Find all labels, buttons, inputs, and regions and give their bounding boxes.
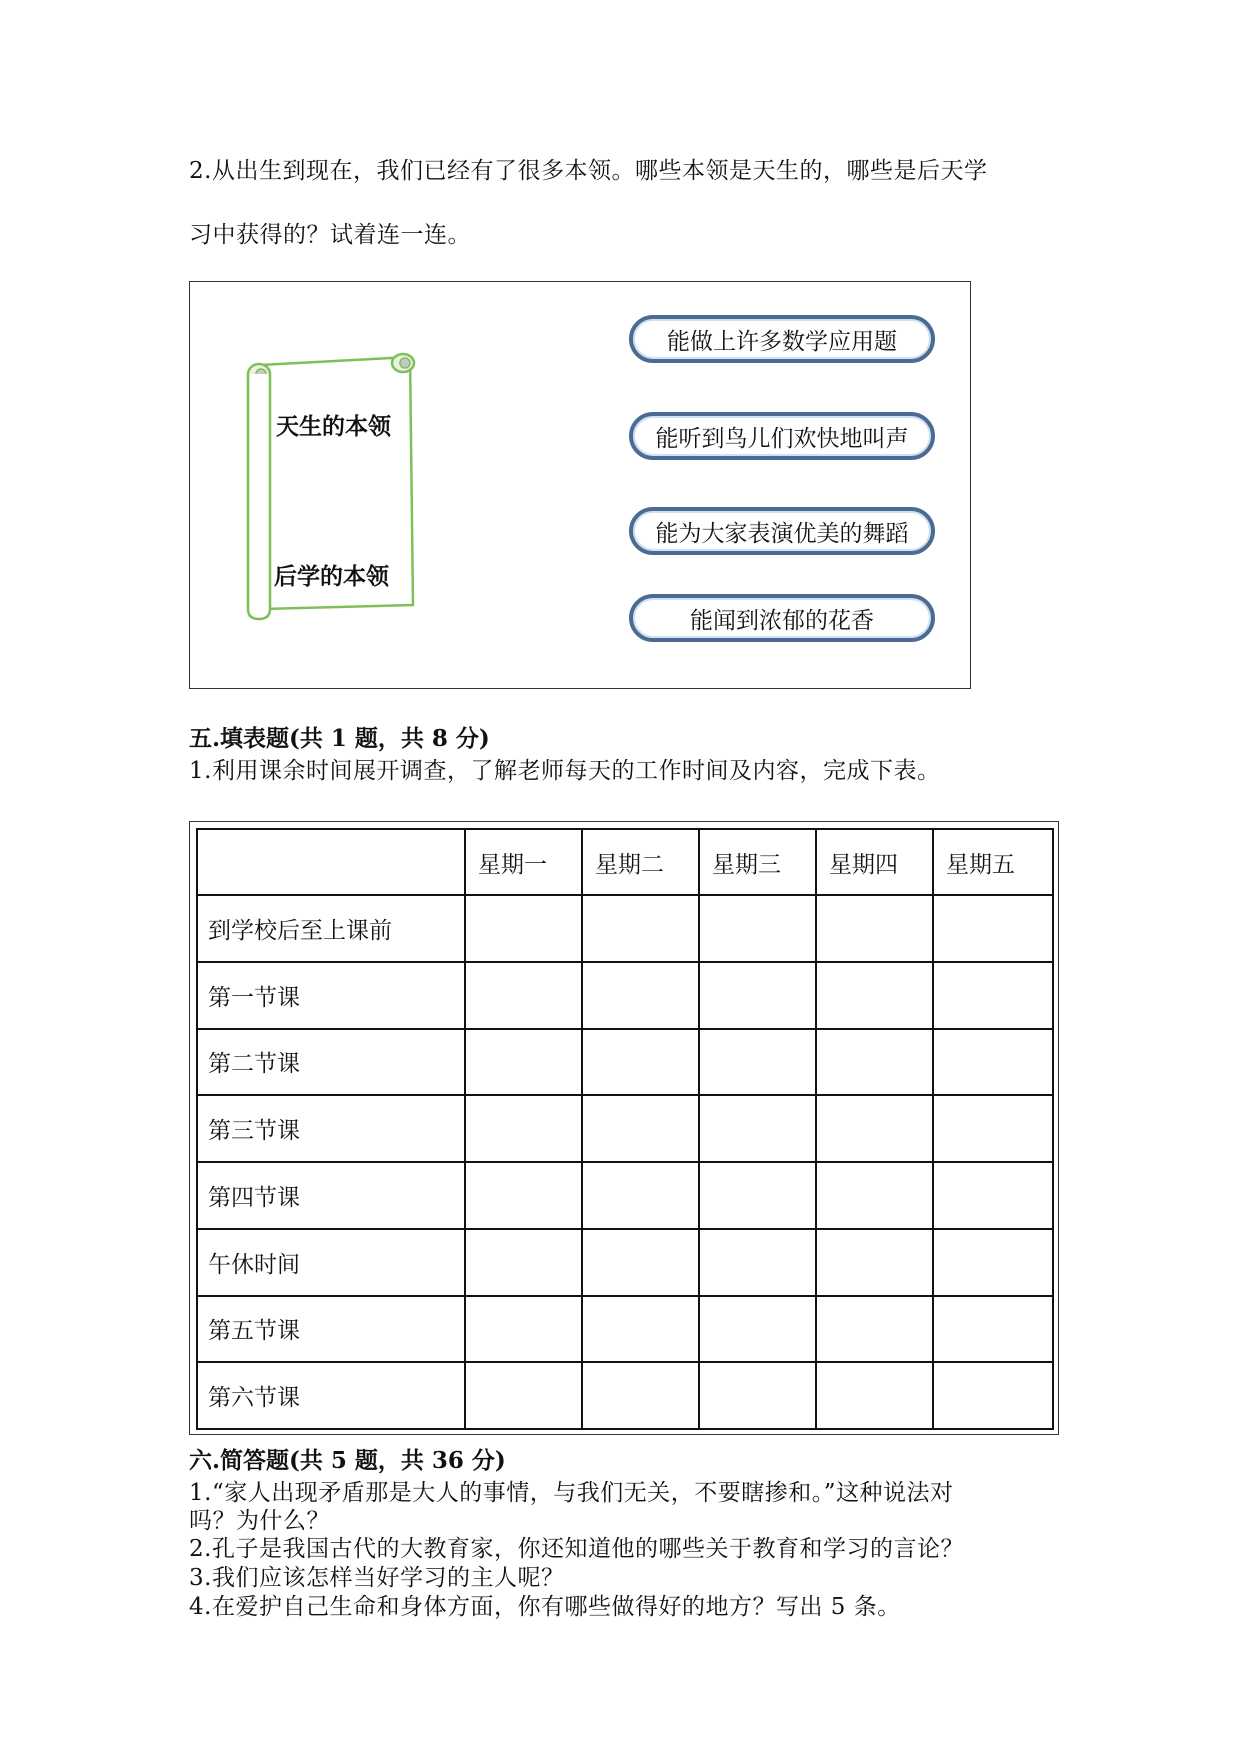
matching-figure <box>189 281 971 689</box>
table-cell-input[interactable] <box>582 1095 699 1162</box>
table-cell-input[interactable] <box>699 1362 816 1429</box>
table-row <box>197 1162 1053 1229</box>
table-cell-input[interactable] <box>699 1162 816 1229</box>
table-cell-input[interactable] <box>465 1362 582 1429</box>
question-2-line-1: 2.从出生到现在，我们已经有了很多本领。哪些本领是天生的，哪些是后天学 <box>189 158 988 184</box>
header-wednesday: 星期三 <box>699 829 816 895</box>
row-label: 第六节课 <box>197 1362 465 1429</box>
section-6-question-1-line-2: 吗？为什么？ <box>189 1508 330 1534</box>
header-monday: 星期一 <box>465 829 582 895</box>
table-row <box>197 1229 1053 1296</box>
table-cell-input[interactable] <box>816 962 933 1029</box>
table-cell-input[interactable] <box>816 1229 933 1296</box>
table-cell-input[interactable] <box>816 895 933 962</box>
table-cell-input[interactable] <box>699 1229 816 1296</box>
table-cell-input[interactable] <box>582 1029 699 1096</box>
table-row <box>197 895 1053 962</box>
table-row <box>197 1362 1053 1429</box>
table-cell-input[interactable] <box>465 1095 582 1162</box>
header-thursday: 星期四 <box>816 829 933 895</box>
option-hear-birds[interactable]: 能听到鸟儿们欢快地叫声 <box>629 412 935 460</box>
option-perform-dance[interactable]: 能为大家表演优美的舞蹈 <box>629 507 935 555</box>
table-cell-input[interactable] <box>816 1362 933 1429</box>
table-cell-input[interactable] <box>933 962 1053 1029</box>
row-label: 第二节课 <box>197 1029 465 1096</box>
table-cell-input[interactable] <box>933 1229 1053 1296</box>
option-math-problems[interactable]: 能做上许多数学应用题 <box>629 315 935 363</box>
section-6-question-4: 4.在爱护自己生命和身体方面，你有哪些做得好的地方？写出 5 条。 <box>189 1594 901 1620</box>
table-cell-input[interactable] <box>465 1029 582 1096</box>
table-cell-input[interactable] <box>582 1362 699 1429</box>
table-cell-input[interactable] <box>465 1162 582 1229</box>
section-6-question-3: 3.我们应该怎样当好学习的主人呢？ <box>189 1565 565 1591</box>
table-cell-input[interactable] <box>933 1162 1053 1229</box>
table-cell-input[interactable] <box>699 1095 816 1162</box>
section-6-title: 六.简答题(共 5 题，共 36 分) <box>189 1447 506 1474</box>
row-label: 第三节课 <box>197 1095 465 1162</box>
table-cell-input[interactable] <box>582 1162 699 1229</box>
row-label: 到学校后至上课前 <box>197 895 465 962</box>
table-cell-input[interactable] <box>582 1229 699 1296</box>
table-row <box>197 1029 1053 1096</box>
row-label: 第一节课 <box>197 962 465 1029</box>
question-2-line-2: 习中获得的？试着连一连。 <box>189 222 471 248</box>
section-6-question-2: 2.孔子是我国古代的大教育家，你还知道他的哪些关于教育和学习的言论？ <box>189 1536 964 1562</box>
table-cell-input[interactable] <box>816 1029 933 1096</box>
table-cell-input[interactable] <box>699 1296 816 1363</box>
schedule-table-frame <box>189 821 1059 1435</box>
table-cell-input[interactable] <box>933 895 1053 962</box>
table-cell-input[interactable] <box>582 1296 699 1363</box>
table-row <box>197 1296 1053 1363</box>
scroll-label-innate: 天生的本领 <box>276 414 391 440</box>
section-5-title: 五.填表题(共 1 题，共 8 分) <box>189 725 490 752</box>
section-6-question-1-line-1: 1.“家人出现矛盾那是大人的事情，与我们无关，不要瞎掺和。”这种说法对 <box>189 1480 954 1506</box>
table-cell-input[interactable] <box>699 895 816 962</box>
table-cell-input[interactable] <box>933 1095 1053 1162</box>
header-tuesday: 星期二 <box>582 829 699 895</box>
row-label: 第四节课 <box>197 1162 465 1229</box>
table-cell-input[interactable] <box>465 1296 582 1363</box>
table-cell-input[interactable] <box>465 962 582 1029</box>
schedule-table <box>196 828 1054 1430</box>
header-blank <box>197 829 465 895</box>
table-cell-input[interactable] <box>816 1095 933 1162</box>
table-row <box>197 962 1053 1029</box>
header-friday: 星期五 <box>933 829 1053 895</box>
section-5-question-1: 1.利用课余时间展开调查，了解老师每天的工作时间及内容，完成下表。 <box>189 758 941 784</box>
option-smell-flowers[interactable]: 能闻到浓郁的花香 <box>629 594 935 642</box>
table-row <box>197 1095 1053 1162</box>
table-header-row <box>197 829 1053 895</box>
table-cell-input[interactable] <box>465 1229 582 1296</box>
row-label: 午休时间 <box>197 1229 465 1296</box>
table-cell-input[interactable] <box>816 1162 933 1229</box>
table-cell-input[interactable] <box>816 1296 933 1363</box>
table-cell-input[interactable] <box>699 1029 816 1096</box>
scroll-label-learned: 后学的本领 <box>274 564 389 590</box>
table-cell-input[interactable] <box>933 1029 1053 1096</box>
table-cell-input[interactable] <box>933 1296 1053 1363</box>
table-cell-input[interactable] <box>582 962 699 1029</box>
row-label: 第五节课 <box>197 1296 465 1363</box>
table-cell-input[interactable] <box>699 962 816 1029</box>
table-cell-input[interactable] <box>465 895 582 962</box>
table-cell-input[interactable] <box>582 895 699 962</box>
table-cell-input[interactable] <box>933 1362 1053 1429</box>
